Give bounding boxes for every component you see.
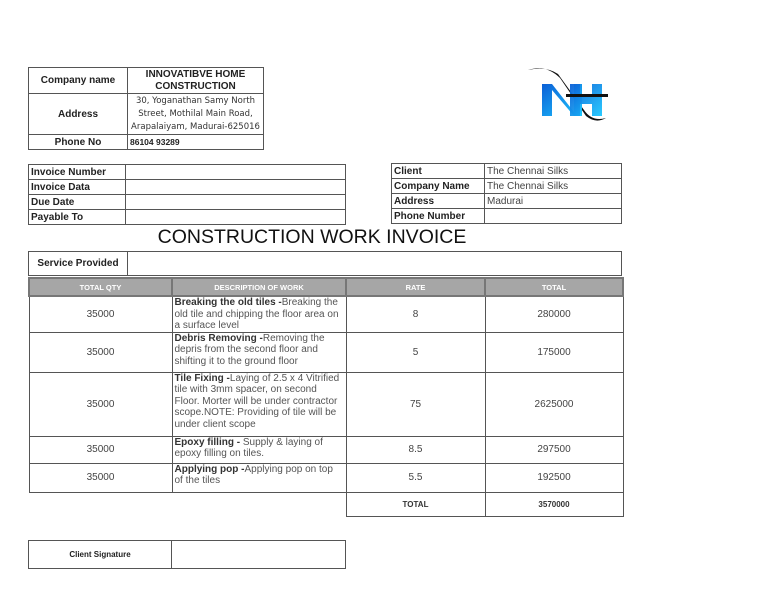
phone-label: Phone No	[29, 135, 128, 150]
item-total: 297500	[485, 436, 623, 463]
item-qty: 35000	[29, 463, 172, 492]
company-name-label: Company name	[29, 68, 128, 94]
total-row	[29, 492, 623, 516]
service-provided-row	[28, 251, 622, 276]
company-info-table	[28, 67, 264, 150]
client-company-label: Company Name	[392, 179, 485, 194]
item-description	[172, 372, 346, 436]
item-total: 280000	[485, 296, 623, 332]
column-header-total: TOTAL	[485, 278, 623, 296]
service-provided-label: Service Provided	[29, 252, 128, 275]
total-value: 3570000	[485, 492, 623, 516]
item-description-title: Epoxy filling -	[174, 436, 241, 448]
item-rate: 5	[346, 332, 485, 372]
invoice-data-value	[126, 180, 346, 195]
work-items-table	[28, 277, 624, 517]
invoice-info-table	[28, 164, 346, 225]
client-company-value: The Chennai Silks	[485, 179, 622, 194]
client-address-label: Address	[392, 194, 485, 209]
item-description	[172, 463, 346, 492]
due-date-value	[126, 195, 346, 210]
invoice-data-label: Invoice Data	[29, 180, 126, 195]
item-qty: 35000	[29, 372, 172, 436]
client-signature-value	[172, 541, 346, 569]
item-description-title: Debris Removing -	[174, 332, 263, 344]
invoice-number-value	[126, 165, 346, 180]
client-phone-label: Phone Number	[392, 209, 485, 224]
column-header-qty: TOTAL QTY	[29, 278, 172, 296]
item-description	[172, 296, 346, 332]
invoice-title-text: CONSTRUCTION WORK INVOICE	[157, 226, 467, 248]
table-row	[29, 436, 623, 463]
client-info-table	[391, 163, 622, 224]
nh-monogram-logo-icon	[526, 64, 608, 124]
item-total: 175000	[485, 332, 623, 372]
column-header-description: DESCRIPTION OF WORK	[172, 278, 346, 296]
item-description-title: Tile Fixing -	[174, 372, 230, 384]
table-row	[29, 372, 623, 436]
client-phone-value	[485, 209, 622, 224]
address-line: Street, Mothilal Main Road,	[138, 108, 253, 119]
signature-table	[28, 540, 346, 569]
table-header-row	[29, 278, 623, 296]
phone-value: 86104 93289	[128, 135, 264, 150]
item-rate: 75	[346, 372, 485, 436]
address-line: Arapalaiyam, Madurai-625016	[131, 121, 260, 132]
client-label: Client	[392, 164, 485, 179]
client-signature-label: Client Signature	[29, 541, 172, 569]
item-total: 2625000	[485, 372, 623, 436]
address-label: Address	[29, 94, 128, 135]
due-date-label: Due Date	[29, 195, 126, 210]
item-rate: 5.5	[346, 463, 485, 492]
item-description-title: Applying pop -	[174, 463, 245, 475]
item-rate: 8	[346, 296, 485, 332]
item-rate: 8.5	[346, 436, 485, 463]
item-description	[172, 436, 346, 463]
payable-to-label: Payable To	[29, 210, 126, 225]
address-line: 30, Yoganathan Samy North	[135, 95, 256, 106]
item-description-text: Breaking the old tile and chipping the floor area on a surface level	[174, 297, 339, 331]
item-qty: 35000	[29, 436, 172, 463]
company-name-value: INNOVATIBVE HOME CONSTRUCTION	[128, 68, 264, 94]
item-qty: 35000	[29, 332, 172, 372]
invoice-title	[0, 226, 768, 249]
column-header-rate: RATE	[346, 278, 485, 296]
item-description-text: Supply & laying of epoxy filling on tiles.	[174, 436, 323, 459]
item-qty: 35000	[29, 296, 172, 332]
table-row	[29, 296, 623, 332]
item-description-text: Removing the depris from the second floor and shifting it to the ground floor	[174, 332, 325, 367]
item-description	[172, 332, 346, 372]
item-total: 192500	[485, 463, 623, 492]
client-value: The Chennai Silks	[485, 164, 622, 179]
address-value	[128, 94, 264, 135]
item-description-text: Laying of 2.5 x 4 Vitrified tile with 3mm spacer, on second Floor. Morter will be under contractor scope.NOTE: Providing of tile will be under client scope	[174, 372, 340, 430]
table-row	[29, 332, 623, 372]
total-label: TOTAL	[346, 492, 485, 516]
payable-to-value	[126, 210, 346, 225]
client-address-value: Madurai	[485, 194, 622, 209]
table-row	[29, 463, 623, 492]
item-description-title: Breaking the old tiles -	[174, 297, 282, 308]
item-description-text: Applying pop on top of the tiles	[174, 463, 333, 486]
invoice-number-label: Invoice Number	[29, 165, 126, 180]
